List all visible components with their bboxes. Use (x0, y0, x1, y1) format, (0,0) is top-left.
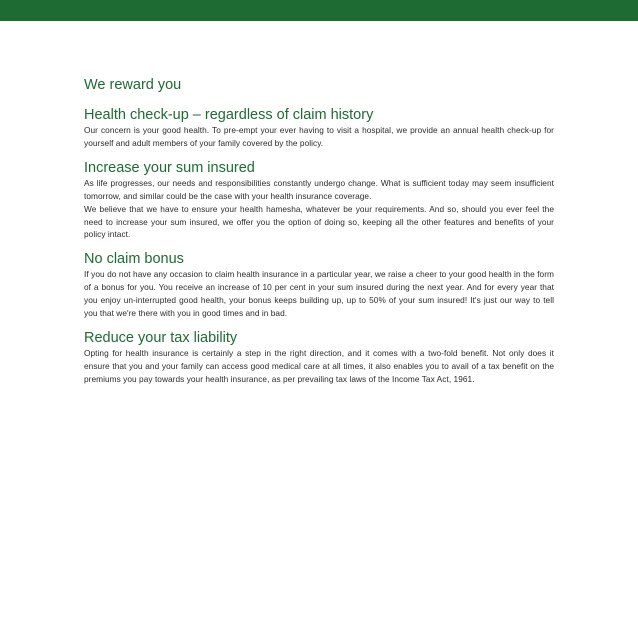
section-paragraph: As life progresses, our needs and responsibilities constantly undergo change. What is sufficient today may seem insufficient tomorrow, and similar could be the case with your health insurance coverage. (84, 177, 554, 201)
section-title: No claim bonus (84, 251, 184, 268)
section-title: Increase your sum insured (84, 159, 255, 176)
page-heading: We reward you (84, 77, 182, 93)
section-paragraph: Our concern is your good health. To pre-empt your ever having to visit a hospital, we provide an annual health check-up for yourself and adult members of your family covered by the policy. (84, 125, 554, 148)
section-title: Health check-up – regardless of claim history (84, 107, 374, 123)
section-no-claim-bonus (84, 251, 554, 320)
section-health-check-up (84, 107, 554, 150)
section-increase-sum-insured (84, 160, 554, 242)
section-paragraph: We believe that we have to ensure your health hamesha, whatever be your requirements. And so, should you ever feel the need to increase your sum insured, we offer you the option of doing so, keeping all the other features and benefits of your policy intact. (84, 203, 554, 240)
section-paragraph: If you do not have any occasion to claim health insurance in a particular year, we raise a cheer to your good health in the form of a bonus for you. You receive an increase of 10 per cent in your sum insured during the next year. And for every year that you enjoy un-interrupted good health, your bonus keeps building up, up to 50% of your sum insured! It's just our way to tell you that we're there with you in good times and in bad. (84, 269, 554, 319)
section-reduce-tax-liability (84, 330, 554, 386)
section-title: Reduce your tax liability (84, 329, 238, 346)
content-area (84, 77, 554, 396)
section-paragraph: Opting for health insurance is certainly a step in the right direction, and it comes with a two-fold benefit. Not only does it ensure that you and your family can access good medical care at all times, it also enables you to avail of a tax benefit on the premiums you pay towards your health insurance, as per prevailing tax laws of the Income Tax Act, 1961. (84, 347, 554, 384)
top-brand-bar (0, 0, 638, 21)
